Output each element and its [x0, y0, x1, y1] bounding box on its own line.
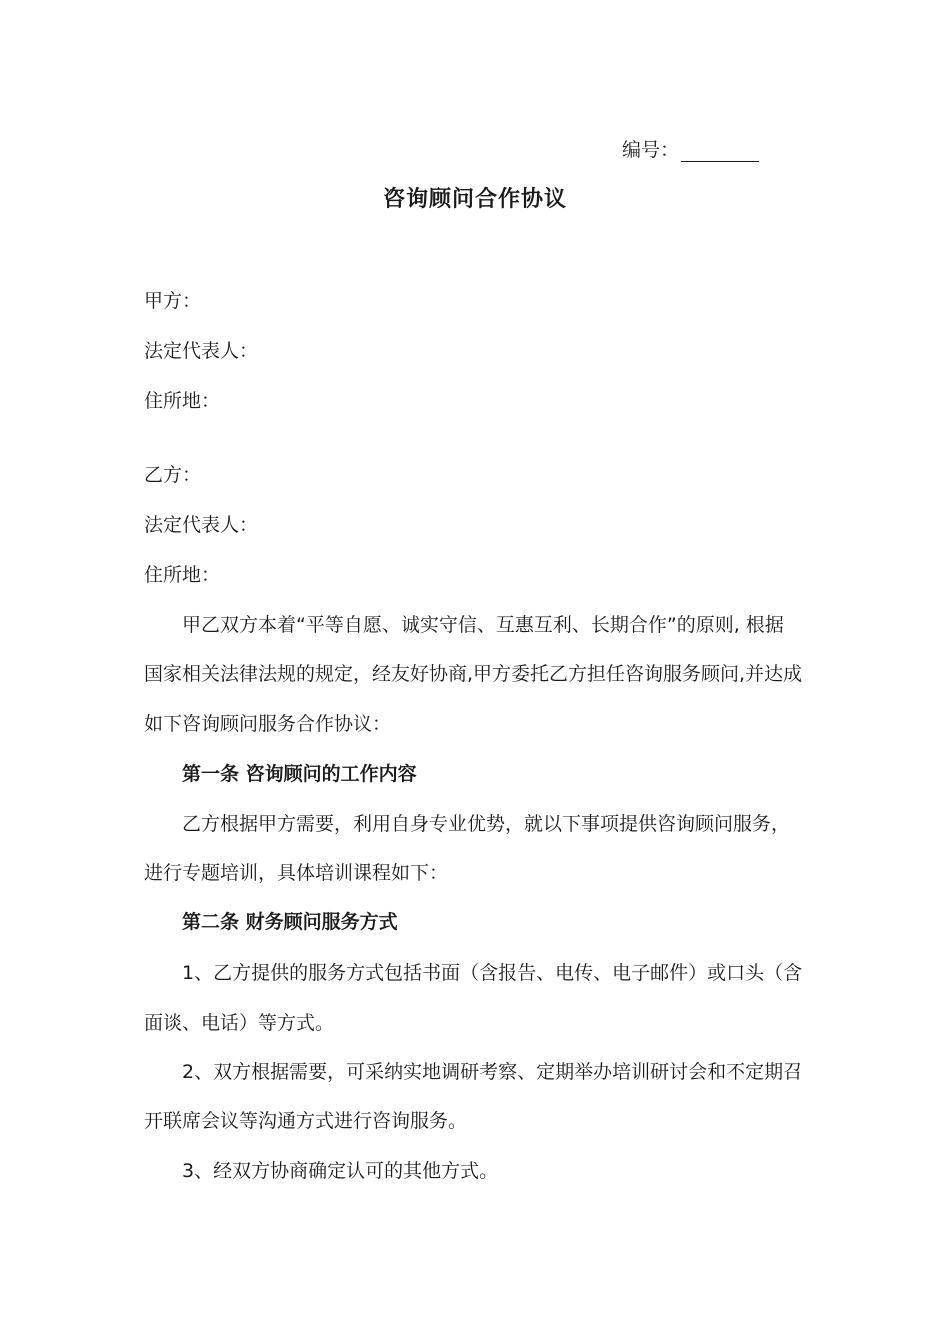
article-2-item-1-line-1: 1、乙方提供的服务方式包括书面（含报告、电传、电子邮件）或口头（含: [182, 962, 803, 984]
party-a-representative: 法定代表人：: [144, 340, 259, 362]
party-b-representative: 法定代表人：: [144, 514, 259, 536]
document-number-blank: [681, 141, 759, 162]
article-1-line-2: 进行专题培训，具体培训课程如下：: [144, 862, 449, 884]
article-2-item-2-line-2: 开联席会议等沟通方式进行咨询服务。: [144, 1110, 468, 1132]
article-2-item-1-line-2: 面谈、电话）等方式。: [144, 1012, 335, 1034]
party-a-name: 甲方：: [144, 290, 202, 312]
article-1-line-1: 乙方根据甲方需要，利用自身专业优势，就以下事项提供咨询顾问服务，: [182, 813, 791, 835]
party-b-address: 住所地：: [144, 564, 221, 586]
document-number-label: 编号：: [622, 139, 680, 161]
preamble-line-3: 如下咨询顾问服务合作协议：: [144, 713, 392, 735]
party-a-address: 住所地：: [144, 390, 221, 412]
document-number: [622, 138, 759, 162]
party-b-name: 乙方：: [144, 464, 202, 486]
article-1-heading: 第一条 咨询顾问的工作内容: [182, 763, 417, 785]
article-2-item-2-line-1: 2、双方根据需要，可采纳实地调研考察、定期举办培训研讨会和不定期召: [182, 1061, 803, 1083]
article-2-item-3-line-1: 3、经双方协商确定认可的其他方式。: [182, 1160, 499, 1182]
document-title: 咨询顾问合作协议: [382, 187, 567, 212]
article-2-heading: 第二条 财务顾问服务方式: [182, 911, 398, 933]
preamble-line-1: 甲乙双方本着“平等自愿、诚实守信、互惠互利、长期合作”的原则, 根据: [182, 614, 784, 636]
preamble-line-2: 国家相关法律法规的规定，经友好协商,甲方委托乙方担任咨询服务顾问,并达成: [144, 663, 803, 685]
